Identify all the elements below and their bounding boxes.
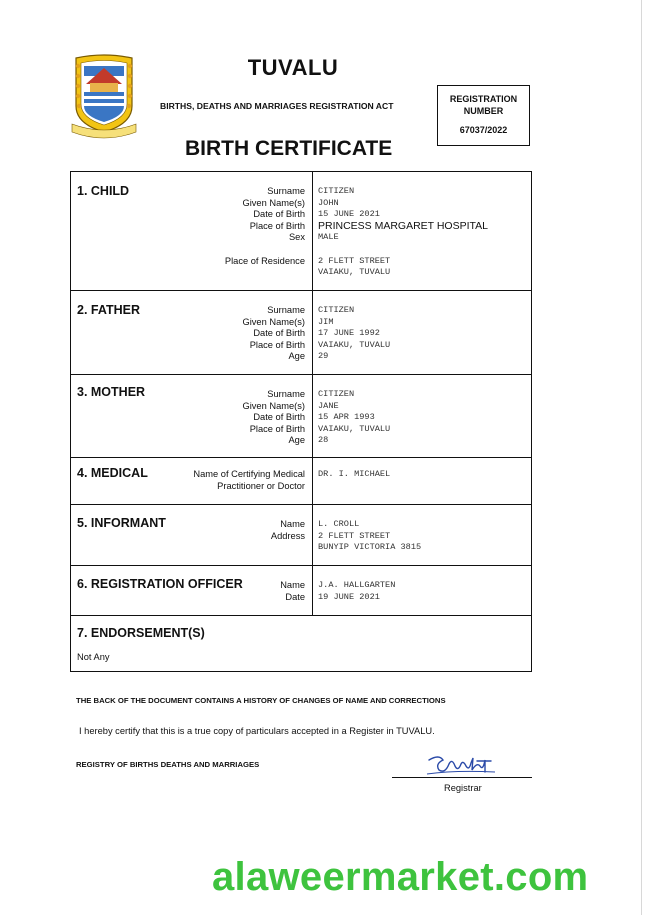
- value-given-names: JIM: [318, 316, 334, 327]
- value-surname: CITIZEN: [318, 186, 355, 196]
- label-place-of-birth: Place of Birth: [249, 339, 305, 350]
- label-date-of-birth: Date of Birth: [253, 209, 305, 220]
- field-values: [318, 469, 390, 481]
- section-title: 7. ENDORSEMENT(S): [77, 626, 205, 640]
- field-labels: [225, 186, 305, 267]
- label-place-of-residence: Place of Residence: [224, 255, 305, 266]
- field-values: [318, 186, 488, 279]
- section-title: 4. MEDICAL: [77, 466, 148, 480]
- label-surname: Surname: [267, 186, 305, 196]
- registration-number-box: [437, 85, 530, 146]
- field-labels: [271, 519, 305, 542]
- label-place-of-birth: Place of Birth: [249, 423, 305, 434]
- registry-name: REGISTRY OF BIRTHS DEATHS AND MARRIAGES: [76, 760, 260, 769]
- label-place-of-birth: Place of Birth: [249, 220, 305, 231]
- registration-number: 67037/2022: [459, 125, 508, 135]
- label-date-of-birth: Date of Birth: [253, 412, 305, 423]
- section-medical: [71, 458, 531, 505]
- field-values: [318, 305, 390, 363]
- page-edge: [641, 0, 642, 915]
- value-place-of-birth: VAIAKU, TUVALU: [318, 339, 391, 350]
- label-age: Age: [288, 351, 305, 362]
- field-labels: [242, 389, 305, 447]
- section-title: 5. INFORMANT: [77, 516, 166, 530]
- section-father: [71, 291, 531, 375]
- section-informant: [71, 505, 531, 566]
- value-date: 19 JUNE 2021: [318, 591, 380, 602]
- label-surname: Surname: [267, 389, 305, 399]
- value-age: 28: [318, 435, 329, 446]
- country-title: TUVALU: [247, 55, 339, 80]
- section-title: 6. REGISTRATION OFFICER: [77, 577, 243, 591]
- value-given-names: JANE: [318, 400, 339, 411]
- signature-line: [392, 777, 532, 778]
- label-surname: Surname: [267, 305, 305, 315]
- endorsement-text: Not Any: [77, 652, 110, 662]
- value-address-line1: 2 FLETT STREET: [318, 530, 391, 541]
- label-given-names: Given Name(s): [242, 197, 305, 208]
- label-name: Name: [280, 519, 305, 529]
- value-date-of-birth: 15 JUNE 2021: [318, 209, 380, 220]
- label-date-of-birth: Date of Birth: [253, 328, 305, 339]
- section-endorsements: [71, 616, 531, 671]
- registration-act: BIRTHS, DEATHS AND MARRIAGES REGISTRATION ACT: [160, 101, 394, 111]
- section-title: 1. CHILD: [77, 184, 130, 198]
- field-labels: [193, 469, 305, 492]
- field-labels: [280, 580, 305, 603]
- value-sex: MALE: [318, 232, 339, 243]
- value-address-line2: BUNYIP VICTORIA 3815: [318, 542, 422, 553]
- label-given-names: Given Name(s): [242, 400, 305, 411]
- document-title: BIRTH CERTIFICATE: [185, 137, 393, 160]
- certificate-table: [70, 171, 532, 672]
- registrar-signature: [425, 752, 500, 778]
- label-age: Age: [288, 435, 305, 446]
- section-child: [71, 172, 531, 291]
- registrar-label: Registrar: [444, 783, 482, 793]
- registration-number-label: REGISTRATION NUMBER: [449, 94, 518, 116]
- value-date-of-birth: 17 JUNE 1992: [318, 328, 380, 339]
- value-practitioner: DR. I. MICHAEL: [318, 469, 391, 479]
- value-place-of-birth: PRINCESS MARGARET HOSPITAL: [318, 219, 488, 232]
- field-values: [318, 580, 395, 603]
- section-title: 3. MOTHER: [77, 385, 146, 399]
- back-of-document-note: THE BACK OF THE DOCUMENT CONTAINS A HISTORY OF CHANGES OF NAME AND CORRECTIONS: [76, 696, 446, 705]
- section-registration-officer: [71, 566, 531, 616]
- label-date: Date: [285, 591, 305, 602]
- value-surname: CITIZEN: [318, 305, 355, 315]
- value-given-names: JOHN: [318, 197, 339, 208]
- field-values: [318, 519, 421, 554]
- value-age: 29: [318, 351, 329, 362]
- watermark: alaweermarket.com: [212, 855, 589, 899]
- field-values: [318, 389, 390, 447]
- certification-statement: I hereby certify that this is a true copy of particulars accepted in a Register in TUVALU.: [79, 726, 435, 736]
- field-labels: [242, 305, 305, 363]
- label-given-names: Given Name(s): [242, 316, 305, 327]
- section-mother: [71, 375, 531, 458]
- label-sex: Sex: [288, 232, 305, 243]
- label-practitioner-line2: Practitioner or Doctor: [217, 480, 305, 491]
- label-address: Address: [270, 530, 305, 541]
- label-practitioner-line1: Name of Certifying Medical: [193, 469, 305, 479]
- value-name: J.A. HALLGARTEN: [318, 580, 396, 590]
- value-name: L. CROLL: [318, 519, 360, 529]
- section-title: 2. FATHER: [77, 303, 140, 317]
- value-residence-line2: VAIAKU, TUVALU: [318, 267, 391, 278]
- value-surname: CITIZEN: [318, 389, 355, 399]
- value-place-of-birth: VAIAKU, TUVALU: [318, 423, 391, 434]
- value-residence-line1: 2 FLETT STREET: [318, 255, 391, 266]
- value-date-of-birth: 15 APR 1993: [318, 412, 375, 423]
- label-name: Name: [280, 580, 305, 590]
